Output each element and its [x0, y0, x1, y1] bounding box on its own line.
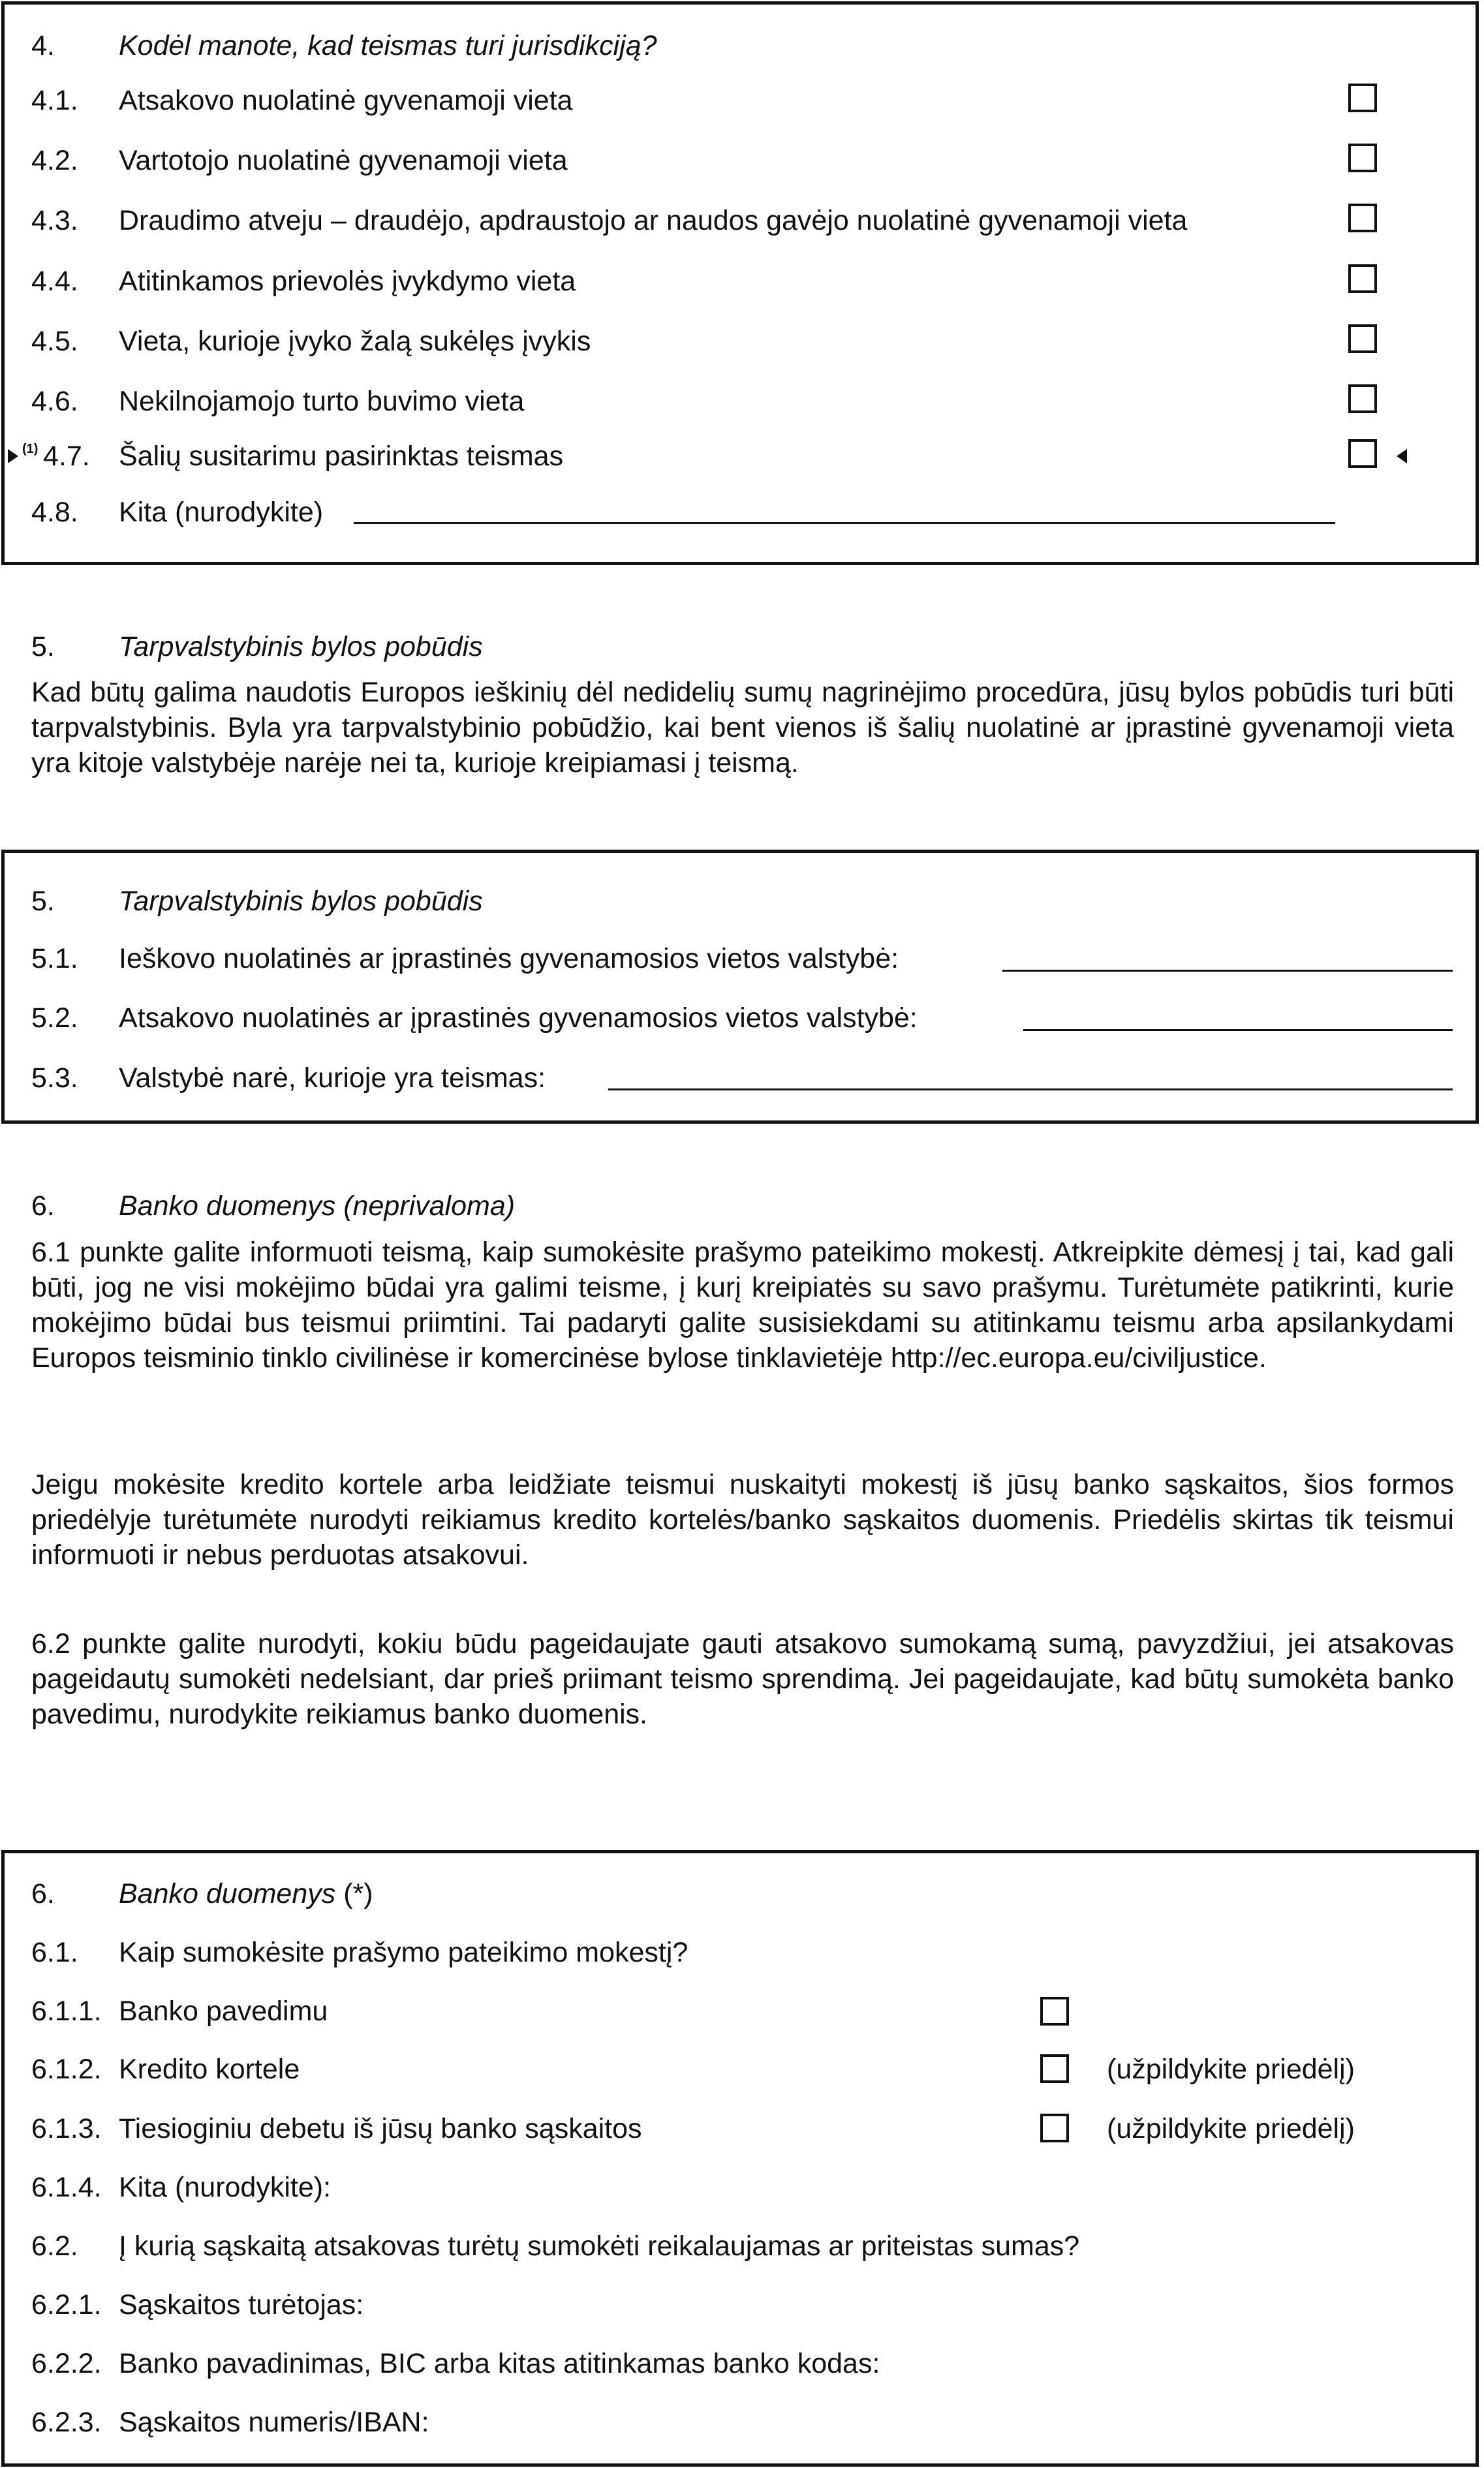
item-label: Atsakovo nuolatinė gyvenamoji vieta — [119, 85, 573, 116]
payment-option-number: 6.1.1. — [31, 1996, 102, 2027]
payment-option-number: 6.1.3. — [31, 2113, 102, 2144]
item-label: Draudimo atveju – draudėjo, apdraustojo ar naudos gavėjo nuolatinė gyvenamoji vieta — [119, 205, 1188, 236]
question-label: Kaip sumokėsite prašymo pateikimo mokestį? — [119, 1937, 688, 1968]
question-label: Į kurią sąskaitą atsakovas turėtų sumokėti reikalaujamas ar priteistas sumas? — [119, 2230, 1080, 2262]
question-number: 6.2. — [31, 2230, 78, 2262]
item-label: Valstybė narė, kurioje yra teismas: — [119, 1062, 546, 1094]
item-label: Nekilnojamojo turto buvimo vieta — [119, 386, 525, 417]
section-6-heading-line — [119, 1877, 373, 1911]
item-number: 4.8. — [31, 497, 78, 528]
section-5-info-text: Kad būtų galima naudotis Europos ieškinių dėl nedidelių sumų nagrinėjimo procedūra, jūsų bylos pobūdis turi būti tarpvalstybinis. Byla yra tarpvalstybinio pobūdžio, kai bent vienos iš šalių nuolatinė ar įprastinė gyvenamoji vieta yra kitoje valstybėje narėje nei ta, kurioje kreipiamasi į teismą. — [31, 677, 1454, 779]
checkbox-4-1[interactable] — [1348, 84, 1377, 112]
item-number: 4.6. — [31, 386, 78, 417]
item-label: Vartotojo nuolatinė gyvenamoji vieta — [119, 145, 568, 176]
item-number: 4.3. — [31, 205, 78, 236]
checkbox-4-3[interactable] — [1348, 204, 1377, 232]
checkbox-direct-debit[interactable] — [1040, 2114, 1069, 2142]
account-field-label: Sąskaitos turėtojas: — [119, 2289, 364, 2321]
section-6-footnote: (*) — [343, 1878, 373, 1909]
account-field-label: Banko pavadinimas, BIC arba kitas atitinkamas banko kodas: — [119, 2348, 880, 2379]
payment-option-number: 6.1.4. — [31, 2172, 102, 2203]
item-label: Atsakovo nuolatinės ar įprastinės gyvenamosios vietos valstybė: — [119, 1002, 918, 1034]
item-number: 4.1. — [31, 85, 78, 116]
section-5-heading: Tarpvalstybinis bylos pobūdis — [119, 886, 483, 917]
section-6-info-paragraph-3: 6.2 punkte galite nurodyti, kokiu būdu pageidaujate gauti atsakovo sumokamą sumą, pavyzdžiui, jei atsakovas pageidautų sumokėti nedelsiant, dar prieš priimant teismo sprendimą. Jei pageidaujate, kad būtų sumokėta banko pavedimu, nurodykite reikiamus banko duomenis. — [31, 1628, 1454, 1730]
payment-option-label: Kita (nurodykite): — [119, 2172, 332, 2203]
checkbox-4-2[interactable] — [1348, 144, 1377, 172]
checkbox-4-5[interactable] — [1348, 324, 1377, 353]
section-6-info-heading: Banko duomenys (neprivaloma) — [119, 1190, 516, 1222]
account-field-number: 6.2.3. — [31, 2407, 102, 2438]
payment-option-label: Kredito kortele — [119, 2054, 300, 2085]
item-label: Šalių susitarimu pasirinktas teismas — [119, 440, 564, 472]
payment-option-note: (užpildykite priedėlį) — [1107, 2054, 1355, 2085]
court-state-field[interactable] — [608, 1088, 1453, 1090]
amendment-footnote-marker: (1) — [22, 442, 39, 456]
section-6-number: 6. — [31, 1878, 55, 1909]
checkbox-4-6[interactable] — [1348, 384, 1377, 413]
section-4-heading: Kodėl manote, kad teismas turi jurisdikciją? — [119, 30, 657, 61]
checkbox-bank-transfer[interactable] — [1040, 1997, 1069, 2026]
section-4-number: 4. — [31, 30, 55, 61]
item-number: 5.3. — [31, 1062, 78, 1094]
item-number: 5.1. — [31, 943, 78, 974]
payment-option-note: (užpildykite priedėlį) — [1107, 2113, 1355, 2144]
section-6-info-paragraph-2: Jeigu mokėsite kredito kortele arba leidžiate teismui nuskaityti mokestį iš jūsų banko sąskaitos, šios formos priedėlyje turėtumėte nurodyti reikiamus kredito kortelės/banko sąskaitos duomenis. Priedėlis skirtas tik teismui informuoti ir nebus perduotas atsakovui. — [31, 1469, 1454, 1571]
payment-option-label: Banko pavedimu — [119, 1996, 328, 2027]
claimant-state-field[interactable] — [1002, 970, 1453, 972]
item-number: 4.4. — [31, 266, 78, 297]
payment-option-label: Tiesioginiu debetu iš jūsų banko sąskaitos — [119, 2113, 642, 2144]
account-field-number: 6.2.2. — [31, 2348, 102, 2379]
checkbox-4-7[interactable] — [1348, 439, 1377, 468]
account-field-number: 6.2.1. — [31, 2289, 102, 2321]
item-label: Ieškovo nuolatinės ar įprastinės gyvenamosios vietos valstybė: — [119, 943, 899, 974]
payment-option-number: 6.1.2. — [31, 2054, 102, 2085]
item-label: Atitinkamos prievolės įvykdymo vieta — [119, 266, 576, 297]
section-6-info-paragraph-1: 6.1 punkte galite informuoti teismą, kaip sumokėsite prašymo pateikimo mokestį. Atkreipkite dėmesį į tai, kad gali būti, jog ne visi mokėjimo būdai yra galimi teisme, į kurį kreipiatės su savo prašymu. Turėtumėte patikrinti, kurie mokėjimo būdai bus teismui priimtini. Tai padaryti galite susisiekdami su atitinkamu teismu arba apsilankydami Europos teisminio tinklo civilinėse ir komercinėse bylose tinklavietėje http://ec.europa.eu/civiljustice. — [31, 1237, 1454, 1374]
item-number: 4.5. — [31, 326, 78, 357]
section-5-info-heading: Tarpvalstybinis bylos pobūdis — [119, 631, 483, 662]
amendment-start-marker-icon — [8, 449, 18, 463]
section-5-info-number: 5. — [31, 631, 55, 662]
other-jurisdiction-field[interactable] — [354, 522, 1335, 524]
defendant-state-field[interactable] — [1023, 1029, 1453, 1031]
section-5-number: 5. — [31, 886, 55, 917]
item-label: Vieta, kurioje įvyko žalą sukėlęs įvykis — [119, 326, 591, 357]
account-field-label: Sąskaitos numeris/IBAN: — [119, 2407, 429, 2438]
item-label: Kita (nurodykite) — [119, 497, 324, 528]
checkbox-credit-card[interactable] — [1040, 2054, 1069, 2083]
section-6-heading: Banko duomenys — [119, 1878, 336, 1909]
item-number: 4.7. — [43, 440, 90, 472]
item-number: 5.2. — [31, 1002, 78, 1034]
checkbox-4-4[interactable] — [1348, 264, 1377, 293]
section-6-info-number: 6. — [31, 1190, 55, 1222]
question-number: 6.1. — [31, 1937, 78, 1968]
item-number: 4.2. — [31, 145, 78, 176]
amendment-end-marker-icon — [1397, 449, 1407, 463]
